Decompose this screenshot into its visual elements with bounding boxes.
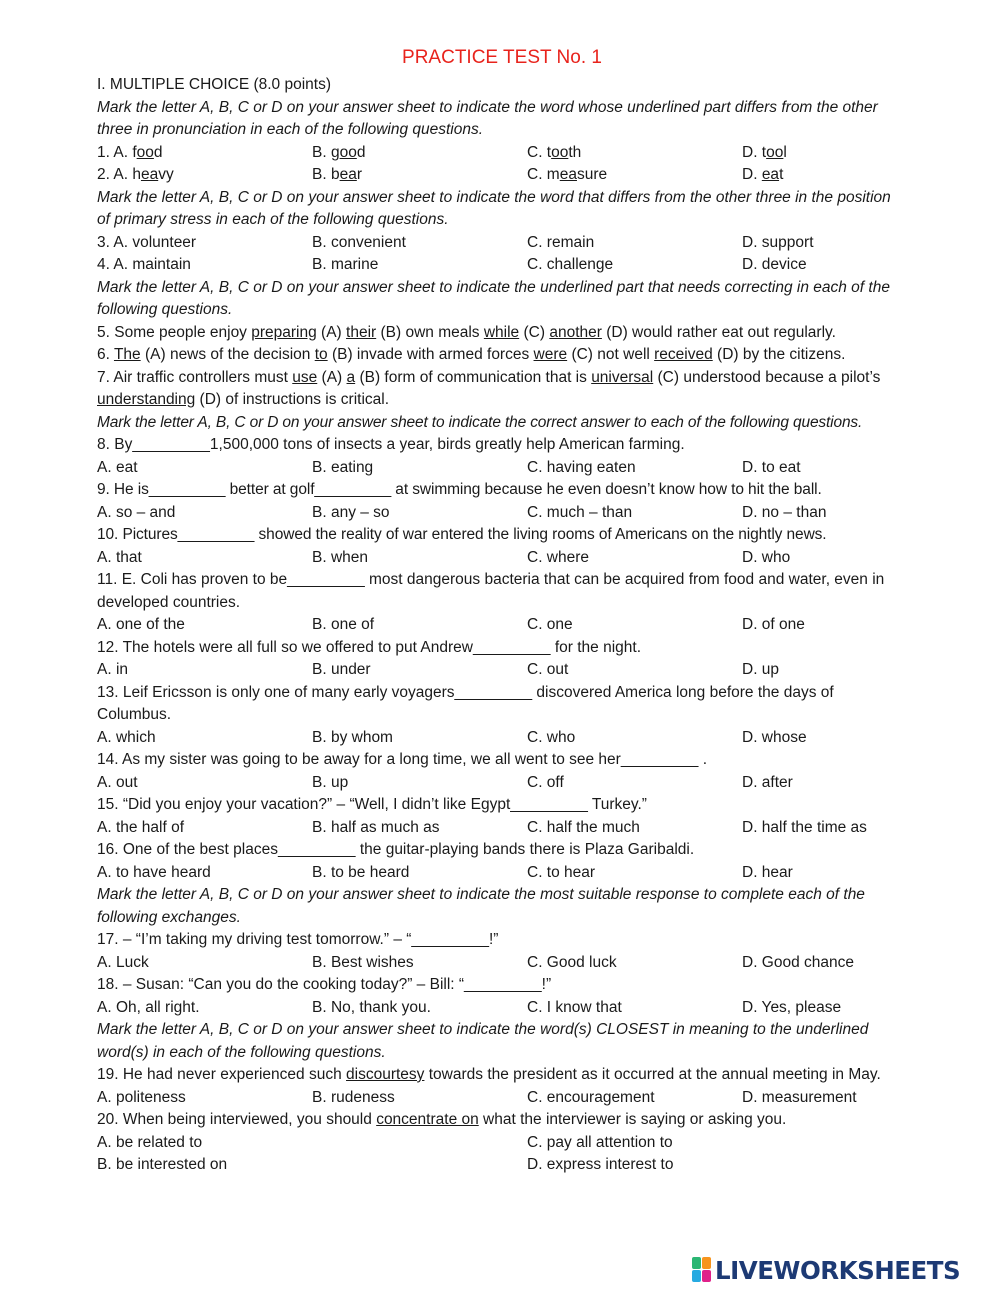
page-title: PRACTICE TEST No. 1 <box>402 47 602 68</box>
liveworksheets-logo[interactable] <box>692 1254 960 1286</box>
option: C. half the much <box>527 818 640 836</box>
option: C. who <box>527 728 576 746</box>
option: C. remain <box>527 233 595 251</box>
option: D. tool <box>742 143 787 161</box>
question-12-stem: 12. The hotels were all full so we offered to put Andrew_________ for the night. <box>97 638 642 656</box>
option: D. up <box>742 661 780 678</box>
instruction-error: Mark the letter A, B, C or D on your answer sheet to indicate the underlined part that needs correcting in each of the following questions. <box>97 278 890 318</box>
option: A. the half of <box>97 818 185 836</box>
option: C. much – than <box>527 503 633 521</box>
option: B. up <box>312 773 349 791</box>
option: C. to hear <box>527 863 596 881</box>
question-13-options <box>97 727 907 750</box>
option: A. out <box>97 773 138 791</box>
question-2 <box>97 164 907 187</box>
question-3 <box>97 232 907 255</box>
question-8-options <box>97 457 907 480</box>
option: C. challenge <box>527 256 614 273</box>
option: D. express interest to <box>527 1156 674 1173</box>
option: A. Oh, all right. <box>97 998 200 1016</box>
option: B. bear <box>312 166 362 183</box>
option: D. half the time as <box>742 818 867 836</box>
option: A. eat <box>97 458 138 476</box>
question-6: 6. The (A) news of the decision to (B) invade with armed forces were (C) not well received (D) by the citizens. <box>97 346 846 363</box>
question-8-stem: 8. By_________1,500,000 tons of insects a year, birds greatly help American farming. <box>97 436 685 453</box>
question-18-stem: 18. – Susan: “Can you do the cooking today?” – Bill: “_________!” <box>97 976 552 993</box>
option: A. which <box>97 728 156 746</box>
option: D. eat <box>742 166 784 183</box>
option: C. Good luck <box>527 953 617 971</box>
option: C. tooth <box>527 143 582 161</box>
option: 1. A. food <box>97 143 163 161</box>
option: B. by whom <box>312 728 393 746</box>
option: D. measurement <box>742 1088 857 1106</box>
question-12-options <box>97 659 907 682</box>
option: C. where <box>527 548 590 566</box>
option: A. so – and <box>97 503 176 521</box>
section-heading: I. MULTIPLE CHOICE (8.0 points) <box>97 76 331 93</box>
option: B. be interested on <box>97 1156 228 1173</box>
option: D. support <box>742 233 814 251</box>
option: B. No, thank you. <box>312 998 431 1016</box>
question-17-options <box>97 952 907 975</box>
option: A. one of the <box>97 616 185 633</box>
option: 2. A. heavy <box>97 166 174 183</box>
question-19-options <box>97 1087 907 1110</box>
option: B. any – so <box>312 503 390 521</box>
option: D. who <box>742 548 791 566</box>
instruction-pronunciation: Mark the letter A, B, C or D on your answer sheet to indicate the word whose underlined part differs from the other three in pronunciation in each of the following questions. <box>97 98 878 138</box>
question-18-options <box>97 997 907 1020</box>
option: C. measure <box>527 166 608 183</box>
question-11-options <box>97 614 907 637</box>
question-13-stem: 13. Leif Ericsson is only one of many early voyagers_________ discovered America long before the days of Columbus. <box>97 683 834 723</box>
option: D. to eat <box>742 458 801 476</box>
option: A. politeness <box>97 1088 186 1106</box>
question-16-stem: 16. One of the best places_________ the guitar-playing bands there is Plaza Garibaldi. <box>97 841 695 858</box>
option: B. half as much as <box>312 818 440 836</box>
option: B. rudeness <box>312 1088 395 1106</box>
question-20-stem: 20. When being interviewed, you should concentrate on what the interviewer is saying or asking you. <box>97 1111 787 1128</box>
option: C. one <box>527 616 573 633</box>
option: C. pay all attention to <box>527 1133 673 1151</box>
question-20-options <box>97 1132 907 1177</box>
question-15-options <box>97 817 907 840</box>
worksheet <box>97 44 907 1177</box>
instruction-response: Mark the letter A, B, C or D on your answer sheet to indicate the most suitable response to complete each of the following exchanges. <box>97 886 865 926</box>
question-10-stem: 10. Pictures_________ showed the reality of war entered the living rooms of Americans on the nightly news. <box>97 526 827 543</box>
option: B. good <box>312 143 366 161</box>
question-9-stem: 9. He is_________ better at golf_________ at swimming because he even doesn’t know how to hit the ball. <box>97 481 822 498</box>
option: A. Luck <box>97 953 149 971</box>
question-14-options <box>97 772 907 795</box>
question-15-stem: 15. “Did you enjoy your vacation?” – “Well, I didn’t like Egypt_________ Turkey.” <box>97 796 647 813</box>
question-14-stem: 14. As my sister was going to be away for a long time, we all went to see her_________ . <box>97 751 708 768</box>
option: A. be related to <box>97 1133 203 1151</box>
question-9-options <box>97 502 907 525</box>
option: A. that <box>97 548 142 566</box>
logo-text: LIVEWORKSHEETS <box>715 1255 961 1285</box>
option: 4. A. maintain <box>97 256 191 273</box>
option: 3. A. volunteer <box>97 233 197 251</box>
option: B. convenient <box>312 233 406 251</box>
option: D. whose <box>742 728 807 746</box>
option: A. to have heard <box>97 863 211 881</box>
question-4 <box>97 254 907 277</box>
option: C. encouragement <box>527 1088 655 1106</box>
question-16-options <box>97 862 907 885</box>
question-5: 5. Some people enjoy preparing (A) their (B) own meals while (C) another (D) would rather eat out regularly. <box>97 323 836 341</box>
option: B. marine <box>312 256 379 273</box>
question-11-stem: 11. E. Coli has proven to be_________ most dangerous bacteria that can be acquired from food and water, even in developed countries. <box>97 571 885 611</box>
instruction-correct: Mark the letter A, B, C or D on your answer sheet to indicate the correct answer to each of the following questions. <box>97 413 863 431</box>
option: D. device <box>742 256 807 273</box>
option: D. of one <box>742 616 805 633</box>
option: D. Good chance <box>742 953 855 971</box>
option: A. in <box>97 661 129 678</box>
instruction-stress: Mark the letter A, B, C or D on your answer sheet to indicate the word that differs from the other three in the position of primary stress in each of the following questions. <box>97 188 891 228</box>
option: B. to be heard <box>312 863 410 881</box>
instruction-closest: Mark the letter A, B, C or D on your answer sheet to indicate the word(s) CLOSEST in meaning to the underlined word(s) in each of the following questions. <box>97 1021 869 1061</box>
option: B. eating <box>312 458 374 476</box>
option: B. one of <box>312 616 375 633</box>
option: D. Yes, please <box>742 998 842 1016</box>
option: C. I know that <box>527 998 622 1016</box>
question-10-options <box>97 547 907 570</box>
liveworksheets-logo-icon <box>692 1257 712 1283</box>
option: D. after <box>742 773 793 791</box>
option: D. no – than <box>742 503 827 521</box>
question-19-stem: 19. He had never experienced such discourtesy towards the president as it occurred at the annual meeting in May. <box>97 1066 881 1083</box>
option: B. under <box>312 661 371 678</box>
question-7: 7. Air traffic controllers must use (A) a (B) form of communication that is universal (C) understood because a pilot’s understanding (D) of instructions is critical. <box>97 368 881 408</box>
option: C. out <box>527 661 569 678</box>
option: B. Best wishes <box>312 953 414 971</box>
option: C. off <box>527 773 564 791</box>
option: D. hear <box>742 863 793 881</box>
question-17-stem: 17. – “I’m taking my driving test tomorrow.” – “_________!” <box>97 931 499 948</box>
question-1 <box>97 142 907 165</box>
option: C. having eaten <box>527 458 636 476</box>
option: B. when <box>312 548 369 566</box>
